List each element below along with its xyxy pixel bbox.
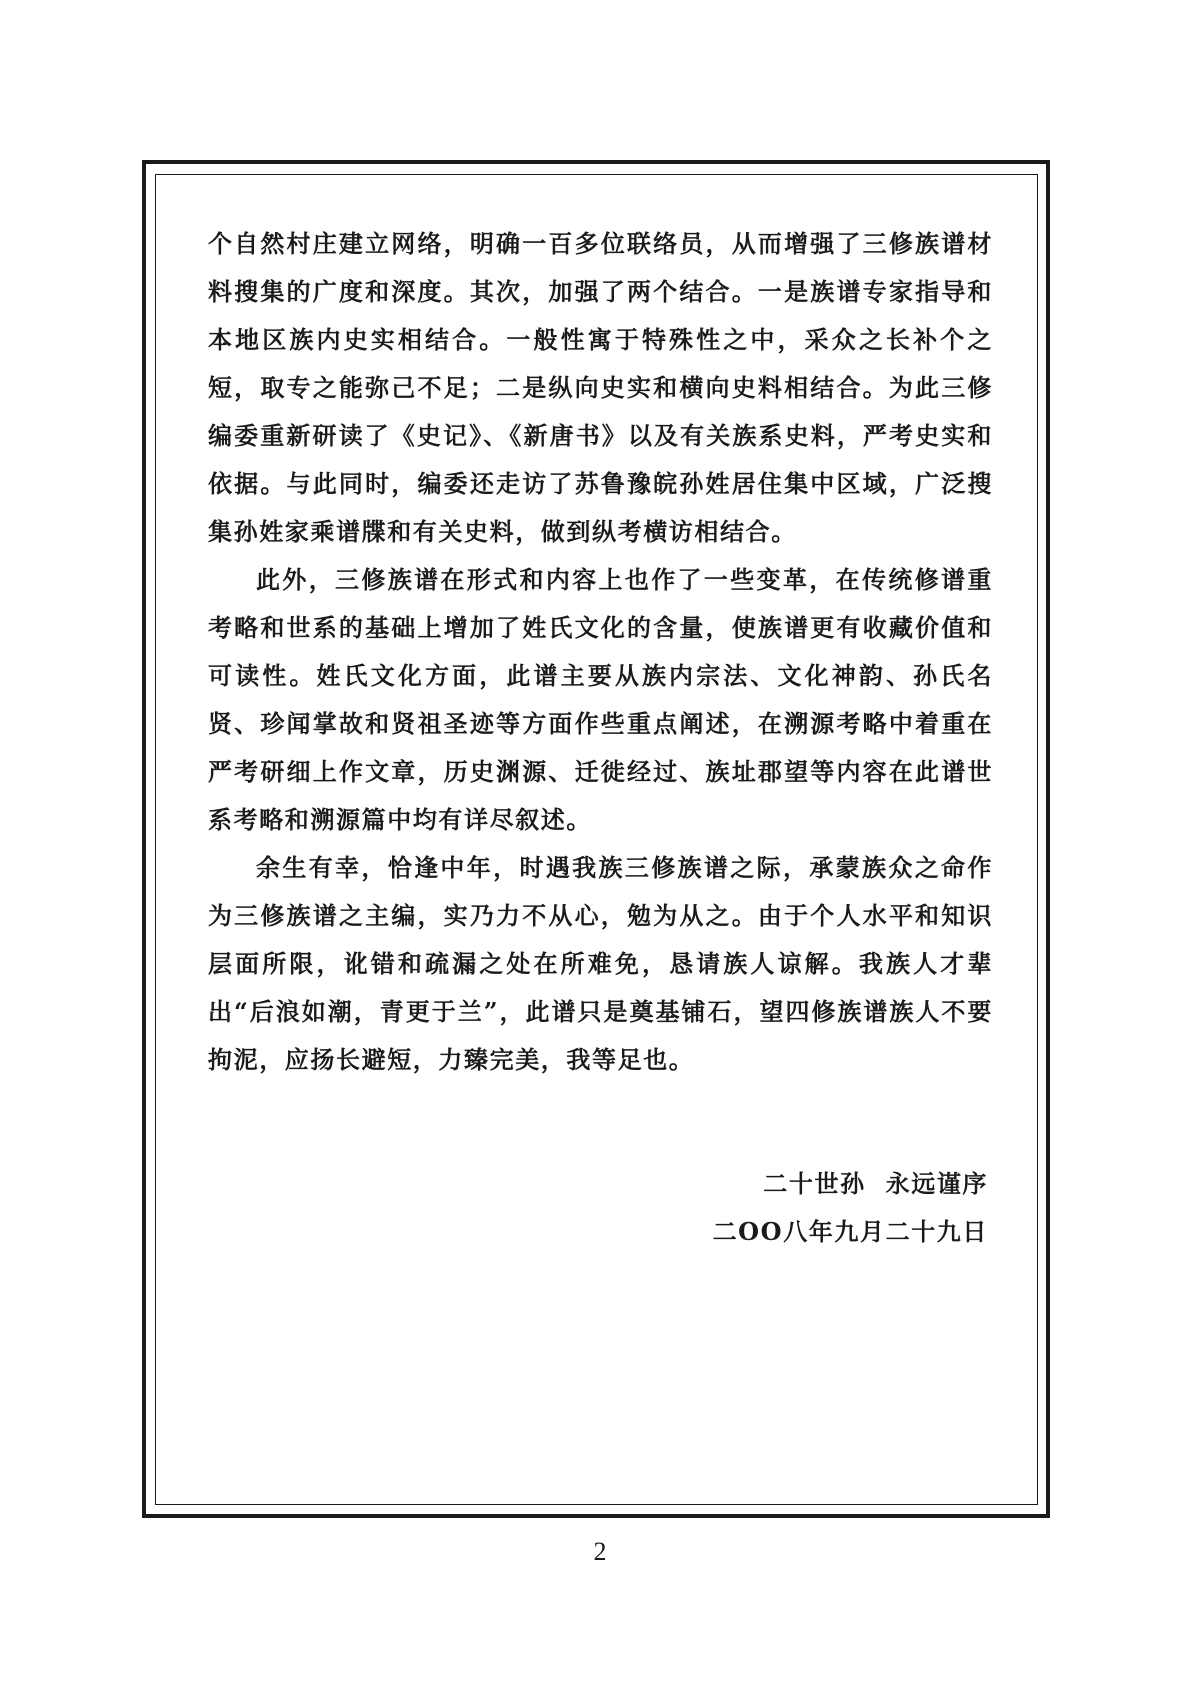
paragraph-format-changes: 此外，三修族谱在形式和内容上也作了一些变革，在传统修谱重考略和世系的基础上增加了姓氏文化的含量，使族谱更有收藏价值和可读性。姓氏文化方面，此谱主要从族内宗法、文化神韵、孙氏名贤、珍闻掌故和贤祖圣迹等方面作些重点阐述，在溯源考略中着重在严考研细上作文章，历史渊源、迁徙经过、族址郡望等内容在此谱世系考略和溯源篇中均有详尽叙述。 xyxy=(208,565,993,834)
signature-block xyxy=(713,1160,988,1256)
page-number: 2 xyxy=(593,1537,607,1566)
signature-date: 二OO八年九月二十九日 xyxy=(712,1217,988,1246)
preface-body xyxy=(208,220,993,1084)
paragraph-continuation: 个自然村庄建立网络，明确一百多位联络员，从而增强了三修族谱材料搜集的广度和深度。其次，加强了两个结合。一是族谱专家指导和本地区族内史实相结合。一般性寓于特殊性之中，采众之长补个之短，取专之能弥己不足；二是纵向史实和横向史料相结合。为此三修编委重新研读了《史记》、《新唐书》以及有关族系史料，严考史实和依据。与此同时，编委还走访了苏鲁豫皖孙姓居住集中区域，广泛搜集孙姓家乘谱牒和有关史料，做到纵考横访相结合。 xyxy=(208,229,993,546)
signature-author: 二十世孙 永远谨序 xyxy=(763,1169,988,1198)
paragraph-editor-remarks: 余生有幸，恰逢中年，时遇我族三修族谱之际，承蒙族众之命作为三修族谱之主编，实乃力不从心，勉为从之。由于个人水平和知识层面所限，讹错和疏漏之处在所难免，恳请族人谅解。我族人才辈出“后浪如潮，青更于兰”，此谱只是奠基铺石，望四修族谱族人不要拘泥，应扬长避短，力臻完美，我等足也。 xyxy=(208,853,993,1074)
